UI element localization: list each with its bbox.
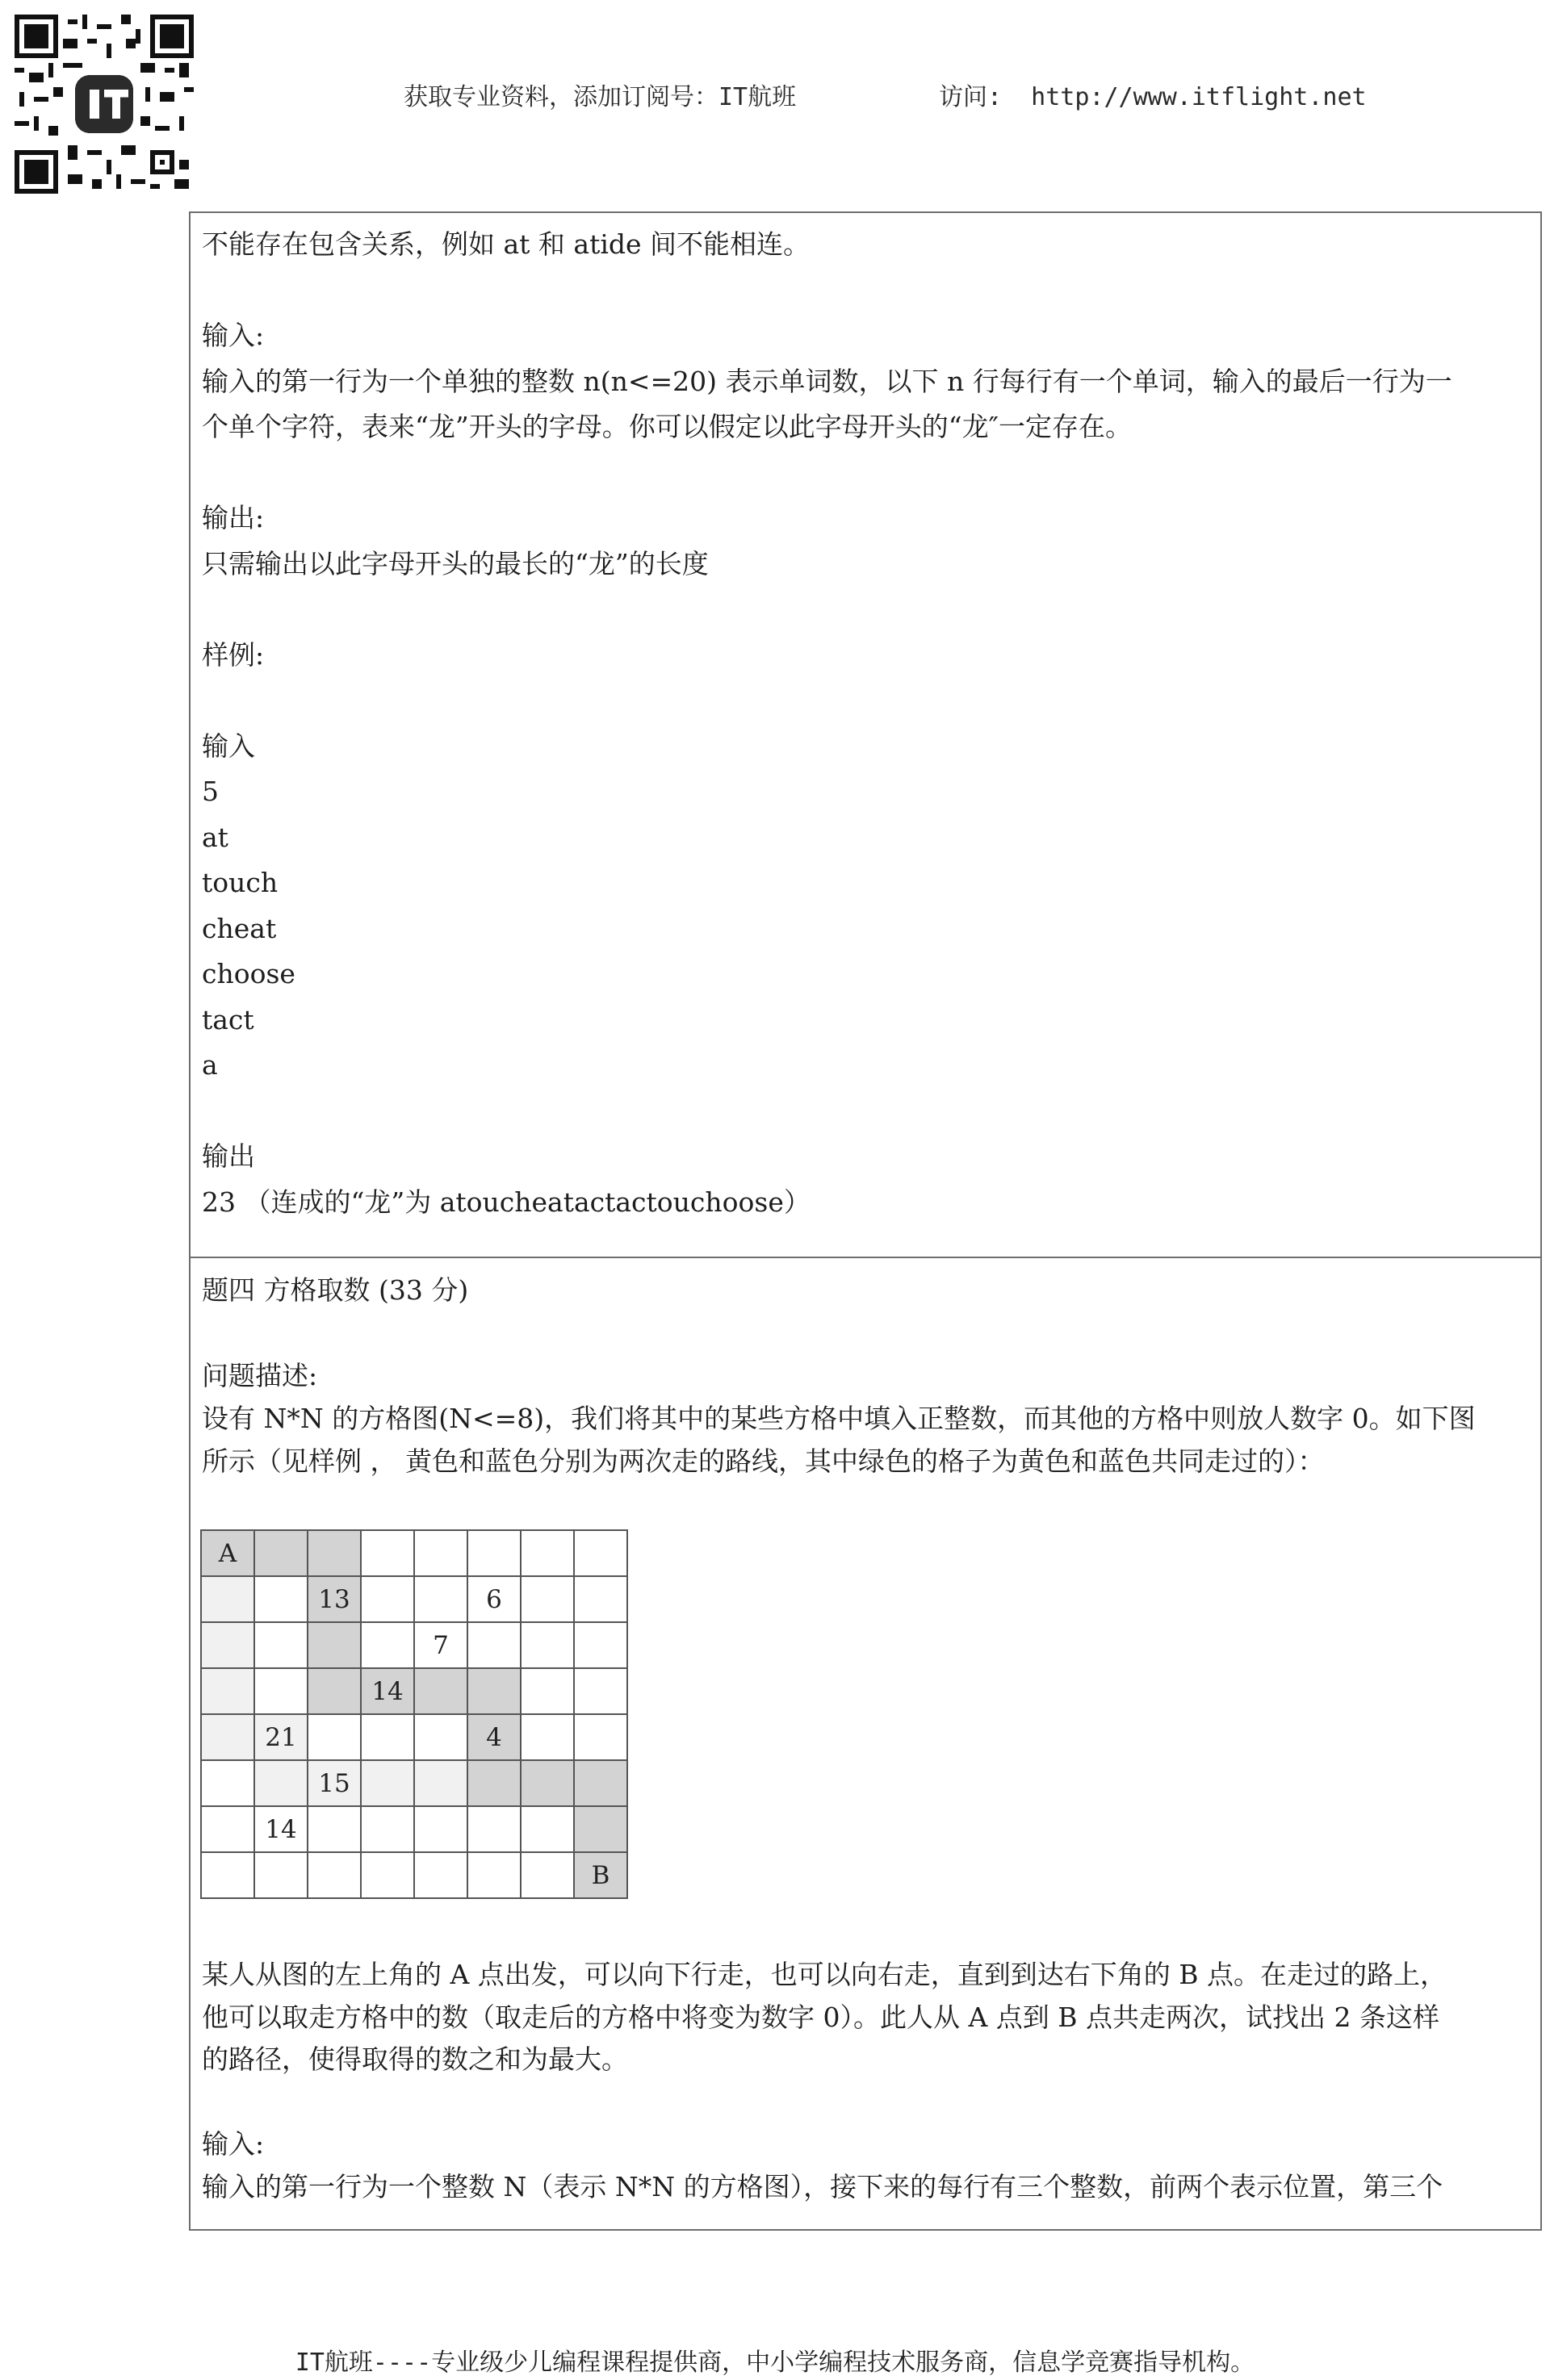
grid-cell: [361, 1852, 414, 1898]
grid-cell: [308, 1806, 361, 1852]
grid-cell: [467, 1668, 521, 1714]
grid-cell: [574, 1806, 627, 1852]
grid-cell: [201, 1852, 254, 1898]
grid-cell: [201, 1668, 254, 1714]
grid-cell: [467, 1530, 521, 1576]
grid-cell: [467, 1852, 521, 1898]
grid-cell: 14: [254, 1806, 308, 1852]
grid-cell: [254, 1852, 308, 1898]
text-line: choose: [202, 958, 295, 989]
text-line: 某人从图的左上角的 A 点出发，可以向下行走，也可以向右走，直到到达右下角的 B 点。在走过的路上，: [202, 1959, 1447, 1990]
grid-cell: [308, 1530, 361, 1576]
qr-code-image: [15, 15, 194, 194]
grid-cell: [414, 1576, 467, 1622]
grid-row: [201, 1852, 627, 1898]
grid-cell: [308, 1622, 361, 1668]
text-line: cheat: [202, 912, 277, 944]
grid-cell: [361, 1530, 414, 1576]
grid-row: [201, 1622, 627, 1668]
text-line: 只需输出以此字母开头的最长的“龙”的长度: [202, 547, 709, 579]
grid-cell: [521, 1668, 574, 1714]
grid-cell: 13: [308, 1576, 361, 1622]
grid-cell: [254, 1760, 308, 1806]
grid-cell: [574, 1530, 627, 1576]
grid-cell: [574, 1622, 627, 1668]
grid-row: [201, 1714, 627, 1760]
text-line: at: [202, 821, 228, 853]
grid-cell: 6: [467, 1576, 521, 1622]
grid-cell: [201, 1576, 254, 1622]
grid-cell: [521, 1622, 574, 1668]
text-line: 样例:: [202, 638, 265, 671]
text-line: touch: [202, 867, 279, 898]
grid-cell: [467, 1760, 521, 1806]
grid-cell: [201, 1806, 254, 1852]
grid-cell: [467, 1622, 521, 1668]
grid-row: [201, 1530, 627, 1576]
grid-cell: [308, 1852, 361, 1898]
text-line: 5: [202, 776, 219, 807]
text-line: 所示（见样例 ， 黄色和蓝色分别为两次走的路线，其中绿色的格子为黄色和蓝色共同走过的）：: [202, 1445, 1325, 1477]
footer-text: IT航班----专业级少儿编程课程提供商，中小学编程技术服务商，信息学竞赛指导机构。: [295, 2349, 1255, 2377]
grid-cell: [521, 1760, 574, 1806]
grid-cell: [361, 1714, 414, 1760]
grid-cell: [361, 1806, 414, 1852]
grid-cell: 4: [467, 1714, 521, 1760]
grid-cell: [254, 1576, 308, 1622]
header-subscribe-text: 获取专业资料，添加订阅号：IT航班: [404, 83, 797, 111]
text-line: 23 （连成的“龙”为 atoucheatactactouchoose）: [202, 1186, 811, 1218]
text-line: 输入: [202, 730, 255, 762]
grid-cell: [574, 1760, 627, 1806]
grid-cell: [361, 1760, 414, 1806]
grid-cell: [308, 1714, 361, 1760]
grid-row: [201, 1576, 627, 1622]
text-line: 的路径，使得取得的数之和为最大。: [202, 2043, 628, 2075]
text-line: tact: [202, 1003, 254, 1035]
text-line: 输入的第一行为一个单独的整数 n(n<=20) 表示单词数，以下 n 行每行有一个单词，输入的最后一行为一: [202, 365, 1452, 397]
grid-cell: [574, 1668, 627, 1714]
grid-cell: A: [201, 1530, 254, 1576]
grid-cell: [414, 1806, 467, 1852]
grid-cell: [201, 1714, 254, 1760]
grid-cell: [414, 1760, 467, 1806]
grid-cell: [414, 1668, 467, 1714]
grid-cell: [308, 1668, 361, 1714]
grid-cell: [521, 1852, 574, 1898]
grid-cell: [574, 1576, 627, 1622]
text-line: 问题描述:: [202, 1360, 318, 1391]
grid-cell: [201, 1622, 254, 1668]
grid-cell: [201, 1760, 254, 1806]
grid-cell: [254, 1530, 308, 1576]
text-line: 输出:: [202, 502, 265, 533]
grid-cell: [521, 1714, 574, 1760]
grid-cell: [361, 1622, 414, 1668]
grid-cell: [574, 1714, 627, 1760]
text-line: 不能存在包含关系，例如 at 和 atide 间不能相连。: [202, 228, 811, 260]
grid-row: [201, 1760, 627, 1806]
text-line: 个单个字符，表来“龙”开头的字母。你可以假定以此字母开头的“龙″一定存在。: [202, 411, 1132, 442]
header-visit-text: 访问: http://www.itflight.net: [939, 83, 1367, 111]
text-line: 题四 方格取数 (33 分): [202, 1274, 469, 1306]
grid-cell: 21: [254, 1714, 308, 1760]
grid-cell: [414, 1714, 467, 1760]
text-line: 输入:: [202, 320, 265, 351]
grid-cell: 14: [361, 1668, 414, 1714]
grid-cell: 15: [308, 1760, 361, 1806]
grid-cell: [254, 1622, 308, 1668]
grid-cell: [521, 1576, 574, 1622]
text-line: 他可以取走方格中的数（取走后的方格中将变为数字 0）。此人从 A 点到 B 点共走两次，试找出 2 条这样: [202, 2001, 1440, 2033]
grid-cell: [414, 1530, 467, 1576]
grid-cell: [414, 1852, 467, 1898]
grid-row: [201, 1806, 627, 1852]
grid-cell: [361, 1576, 414, 1622]
number-grid: [200, 1529, 628, 1899]
grid-cell: 7: [414, 1622, 467, 1668]
text-line: 设有 N*N 的方格图(N<=8)，我们将其中的某些方格中填入正整数，而其他的方格中则放人数字 0。如下图: [202, 1403, 1476, 1434]
text-line: 输入的第一行为一个整数 N（表示 N*N 的方格图），接下来的每行有三个整数，前两个表示位置，第三个: [202, 2170, 1443, 2202]
text-line: a: [202, 1049, 218, 1081]
grid-cell: [467, 1806, 521, 1852]
text-line: 输入:: [202, 2128, 265, 2160]
grid-row: [201, 1668, 627, 1714]
grid-cell: [254, 1668, 308, 1714]
grid-cell: [521, 1530, 574, 1576]
grid-cell: [521, 1806, 574, 1852]
text-line: 输出: [202, 1140, 255, 1172]
grid-cell: B: [574, 1852, 627, 1898]
